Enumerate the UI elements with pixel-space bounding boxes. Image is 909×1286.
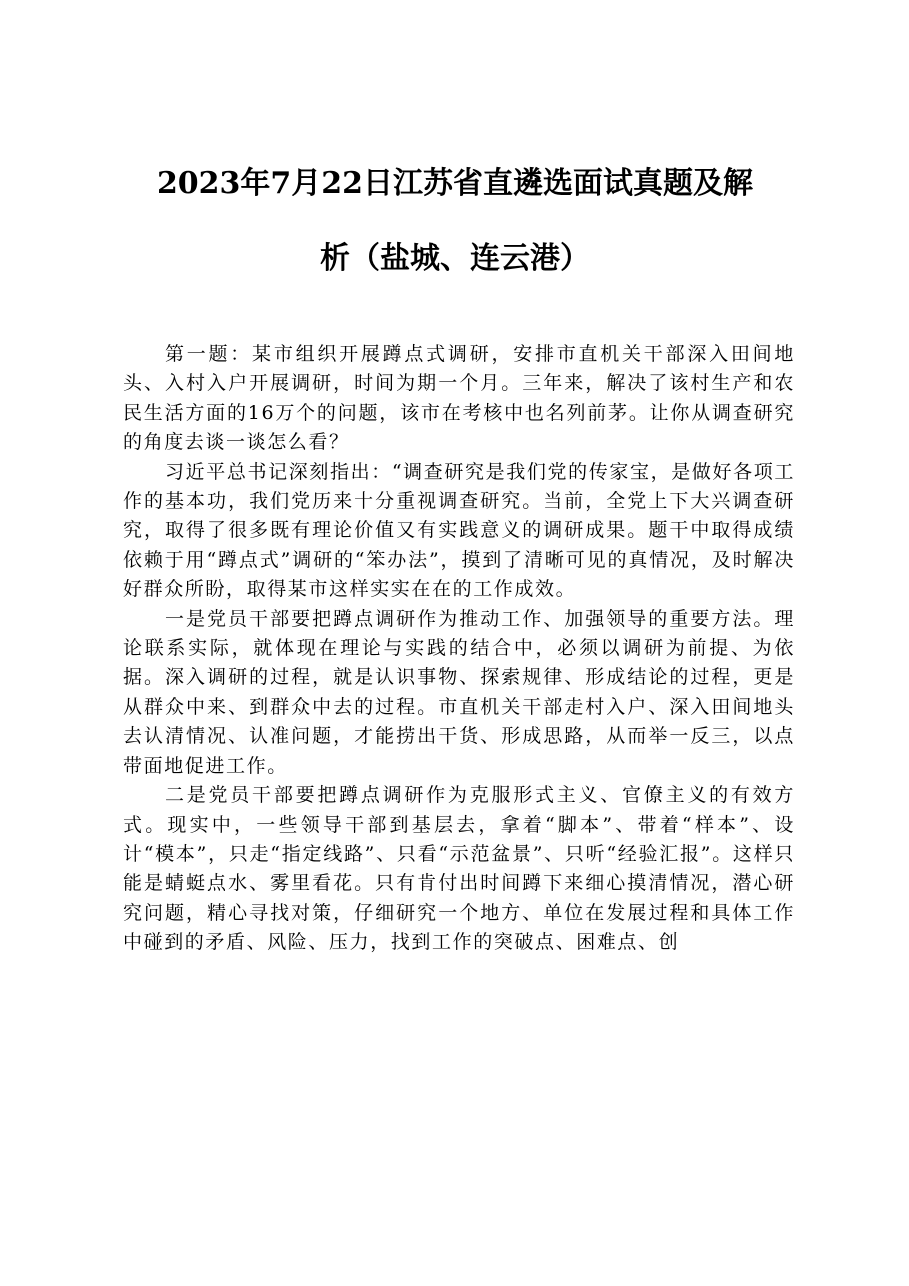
paragraph-question-one: 第一题：某市组织开展蹲点式调研，安排市直机关干部深入田间地头、入村入户开展调研，时间为期一个月。三年来，解决了该村生产和农民生活方面的16万个的问题，该市在考核中也名列前茅。让你从调查研究的角度去谈一谈怎么看？ [123, 343, 795, 454]
paragraph-point-one: 一是党员干部要把蹲点调研作为推动工作、加强领导的重要方法。理论联系实际，就体现在理论与实践的结合中，必须以调研为前提、为依据。深入调研的过程，就是认识事物、探索规律、形成结论的过程，更是从群众中来、到群众中去的过程。市直机关干部走村入户、深入田间地头去认清情况、认准问题，才能捞出干货、形成思路，从而举一反三，以点带面地促进工作。 [123, 607, 795, 777]
paragraph-point-two: 二是党员干部要把蹲点调研作为克服形式主义、官僚主义的有效方式。现实中，一些领导干部到基层去，拿着“脚本”、带着“样本”、设计“模本”，只走“指定线路”、只看“示范盆景”、只听“经验汇报”。这样只能是蜻蜓点水、雾里看花。只有肯付出时间蹲下来细心摸清情况，潜心研究问题，精心寻找对策，仔细研究一个地方、单位在发展过程和具体工作中碰到的矛盾、风险、压力，找到工作的突破点、困难点、创 [123, 784, 795, 954]
document-body [123, 340, 795, 958]
document-title [90, 160, 820, 283]
paragraph-intro-answer: 习近平总书记深刻指出：“调查研究是我们党的传家宝，是做好各项工作的基本功，我们党历来十分重视调查研究。当前，全党上下大兴调查研究，取得了很多既有理论价值又有实践意义的调研成果。题干中取得成绩依赖于用“蹲点式”调研的“笨办法”，摸到了清晰可见的真情况，及时解决好群众所盼，取得某市这样实实在在的工作成效。 [123, 460, 795, 601]
title-line-1: 2023年7月22日江苏省直遴选面试真题及解 [156, 166, 754, 201]
title-line-2: 析（盐城、连云港） [320, 241, 590, 276]
